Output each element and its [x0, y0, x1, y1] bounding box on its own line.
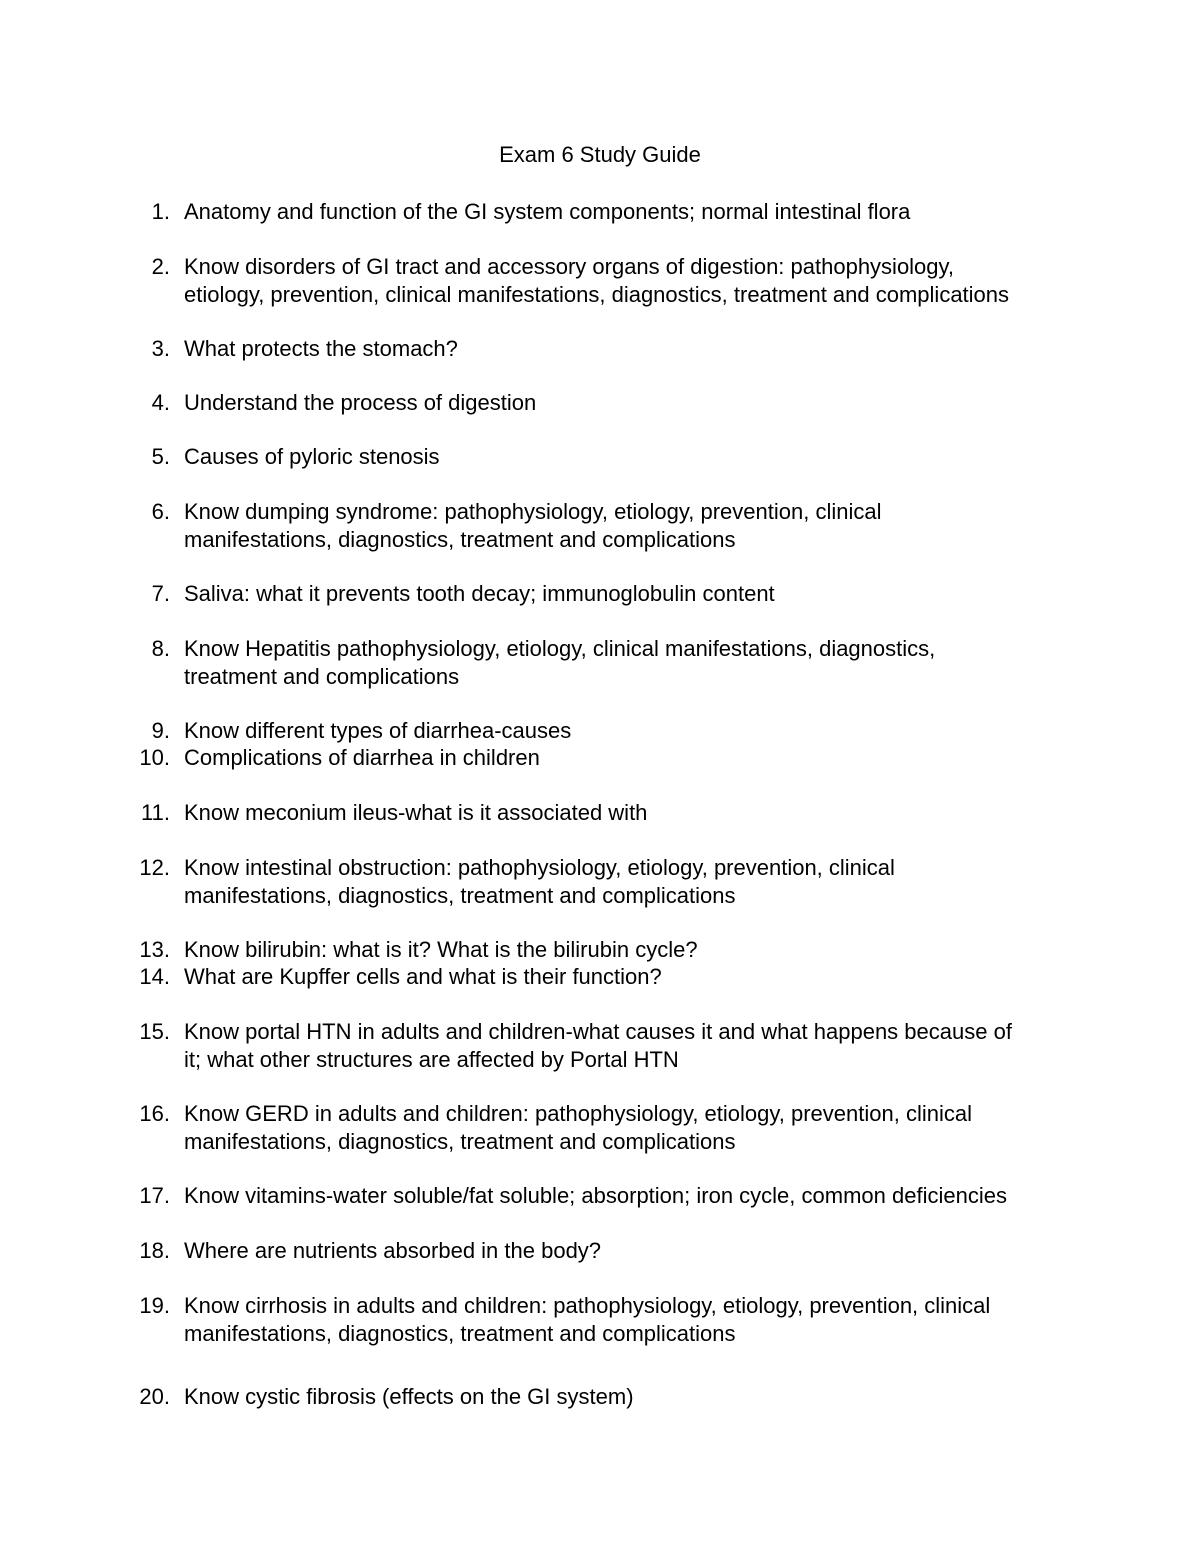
- list-item-text: [184, 799, 1184, 827]
- list-item-text: [184, 854, 1184, 909]
- list-item-line: What protects the stomach?: [184, 336, 458, 361]
- list-item-line: manifestations, diagnostics, treatment and complications: [184, 882, 736, 908]
- page-title: Exam 6 Study Guide: [499, 142, 701, 167]
- list-item-text: [184, 198, 1184, 226]
- list-item-number: 9.: [151, 718, 170, 743]
- list-item-number: 3.: [151, 336, 170, 361]
- list-item-text: [184, 635, 1184, 690]
- list-item-line: Know disorders of GI tract and accessory organs of digestion: pathophysiology,: [184, 254, 955, 279]
- list-item-text: [184, 963, 1184, 991]
- list-item-line: Know bilirubin: what is it? What is the bilirubin cycle?: [184, 937, 698, 962]
- list-item-number: 16.: [139, 1101, 170, 1126]
- list-item-text: [184, 1292, 1184, 1347]
- list-item-text: [184, 1182, 1184, 1210]
- list-item-line: manifestations, diagnostics, treatment and complications: [184, 1320, 736, 1346]
- list-item-line: manifestations, diagnostics, treatment and complications: [184, 526, 736, 552]
- list-item-line: Know cirrhosis in adults and children: pathophysiology, etiology, prevention, clinical: [184, 1293, 991, 1318]
- list-item-text: [184, 253, 1184, 308]
- list-item-line: Know intestinal obstruction: pathophysiology, etiology, prevention, clinical: [184, 855, 895, 880]
- list-item-number: 12.: [139, 855, 170, 880]
- list-item-line: Know different types of diarrhea-causes: [184, 718, 572, 743]
- list-item-number: 6.: [151, 499, 170, 524]
- list-item-line: Causes of pyloric stenosis: [184, 444, 440, 469]
- list-item-number: 10.: [139, 745, 170, 770]
- list-item-line: What are Kupffer cells and what is their function?: [184, 964, 662, 989]
- list-item-line: Understand the process of digestion: [184, 390, 537, 415]
- list-item-text: [184, 717, 1184, 745]
- list-item-line: etiology, prevention, clinical manifestations, diagnostics, treatment and complications: [184, 281, 1010, 307]
- list-item-number: 17.: [139, 1183, 170, 1208]
- list-item-text: [184, 389, 1184, 417]
- list-item-line: manifestations, diagnostics, treatment and complications: [184, 1128, 736, 1154]
- list-item-number: 14.: [139, 964, 170, 989]
- list-item-number: 1.: [151, 199, 170, 224]
- list-item-number: 19.: [139, 1293, 170, 1318]
- list-item-text: [184, 1018, 1184, 1073]
- list-item-line: Know GERD in adults and children: pathophysiology, etiology, prevention, clinical: [184, 1101, 972, 1126]
- list-item-text: [184, 1383, 1184, 1411]
- list-item-line: Know meconium ileus-what is it associated with: [184, 800, 648, 825]
- list-item-text: [184, 580, 1184, 608]
- list-item-line: Where are nutrients absorbed in the body?: [184, 1238, 602, 1263]
- list-item-text: [184, 1237, 1184, 1265]
- list-item-text: [184, 443, 1184, 471]
- list-item-line: Saliva: what it prevents tooth decay; immunoglobulin content: [184, 581, 775, 606]
- list-item-text: [184, 498, 1184, 553]
- list-item-number: 18.: [139, 1238, 170, 1263]
- list-item-number: 4.: [151, 390, 170, 415]
- list-item-number: 11.: [141, 800, 170, 825]
- list-item-line: Know dumping syndrome: pathophysiology, etiology, prevention, clinical: [184, 499, 882, 524]
- list-item-number: 8.: [151, 636, 170, 661]
- list-item-number: 13.: [139, 937, 170, 962]
- list-item-text: [184, 335, 1184, 363]
- list-item-line: Know portal HTN in adults and children-what causes it and what happens because of: [184, 1019, 1012, 1044]
- list-item-text: [184, 936, 1184, 964]
- list-item-number: 15.: [139, 1019, 170, 1044]
- list-item-number: 7.: [151, 581, 170, 606]
- list-item-line: Know Hepatitis pathophysiology, etiology, clinical manifestations, diagnostics,: [184, 636, 936, 661]
- list-item-line: Know cystic fibrosis (effects on the GI system): [184, 1384, 634, 1409]
- list-item-line: Anatomy and function of the GI system components; normal intestinal flora: [184, 199, 911, 224]
- list-item-line: treatment and complications: [184, 663, 460, 689]
- list-item-number: 2.: [151, 254, 170, 279]
- list-item-text: [184, 1100, 1184, 1155]
- list-item-line: Complications of diarrhea in children: [184, 745, 540, 770]
- list-item-text: [184, 744, 1184, 772]
- list-item-line: it; what other structures are affected by Portal HTN: [184, 1046, 679, 1072]
- list-item-number: 20.: [139, 1384, 170, 1409]
- list-item-line: Know vitamins-water soluble/fat soluble; absorption; iron cycle, common deficiencies: [184, 1183, 1007, 1208]
- list-item-number: 5.: [151, 444, 170, 469]
